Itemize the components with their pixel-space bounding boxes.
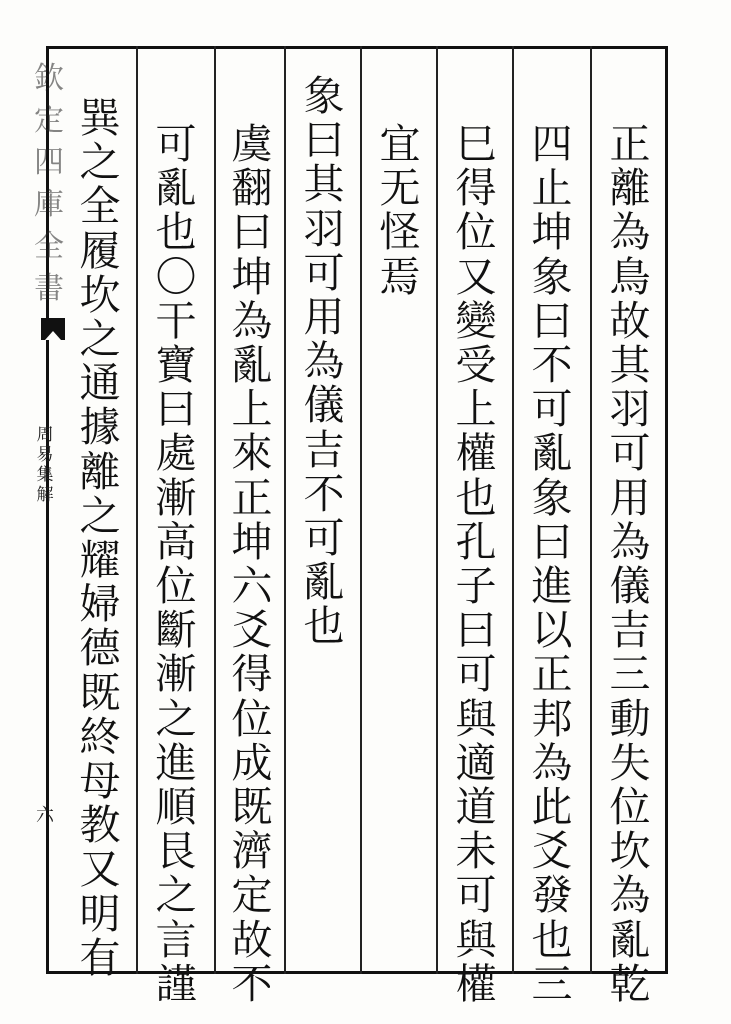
text-char: 受	[455, 341, 497, 390]
text-char: 未	[455, 827, 497, 876]
text-char: 權	[455, 429, 497, 478]
text-char: 六	[231, 562, 273, 611]
text-char: 用	[609, 473, 651, 522]
text-char: 亂	[303, 558, 345, 607]
text-char: 爻	[531, 827, 573, 876]
text-char: 儀	[609, 562, 651, 611]
text-char: 亂	[231, 341, 273, 390]
text-char: 漸	[155, 473, 197, 522]
text-char: 為	[609, 208, 651, 257]
text-char: 德	[79, 624, 121, 673]
text-char: 婦	[79, 580, 121, 629]
text-char: 適	[455, 738, 497, 787]
text-char: 无	[379, 164, 421, 213]
text-char: 發	[531, 871, 573, 920]
text-char: 與	[455, 694, 497, 743]
text-char: 母	[79, 757, 121, 806]
text-char: 羽	[303, 204, 345, 253]
text-char: 據	[79, 403, 121, 452]
text-char: 變	[455, 296, 497, 345]
text-char: 權	[455, 959, 497, 1008]
text-char: 巳	[455, 120, 497, 168]
text-char: 濟	[231, 827, 273, 876]
text-char: 之	[79, 315, 121, 364]
text-char: 處	[155, 429, 197, 478]
text-char: 耀	[79, 536, 121, 585]
text-char: 邦	[531, 694, 573, 743]
text-char: 其	[303, 160, 345, 209]
text-char: 也	[155, 208, 197, 257]
text-char: 不	[303, 469, 345, 518]
text-column-1	[592, 122, 668, 1006]
text-char: 象	[303, 72, 345, 120]
text-char: 坤	[531, 208, 573, 257]
text-char: 之	[79, 491, 121, 540]
text-char: 書	[34, 271, 64, 306]
text-char: 之	[155, 694, 197, 743]
text-char: 四	[34, 145, 64, 180]
text-char: 止	[531, 164, 573, 213]
text-char: 虞	[231, 120, 273, 168]
text-char: 定	[231, 871, 273, 920]
margin-page-number	[34, 806, 56, 826]
text-char: 曰	[455, 606, 497, 655]
text-char: 全	[34, 229, 64, 264]
text-char: 可	[155, 120, 197, 168]
text-char: 可	[455, 871, 497, 920]
text-char: 曰	[155, 385, 197, 434]
text-char: 六	[36, 805, 54, 826]
margin-header-fragment	[34, 58, 64, 310]
text-char: 教	[79, 801, 121, 850]
text-char: 儀	[303, 381, 345, 430]
text-column-6	[214, 122, 290, 1006]
text-char: 怪	[379, 208, 421, 257]
text-char: 翻	[231, 164, 273, 213]
text-char: 動	[609, 694, 651, 743]
text-char: 可	[303, 514, 345, 563]
text-char: 位	[231, 694, 273, 743]
text-char: 周	[36, 425, 54, 445]
text-char: 坎	[609, 827, 651, 876]
text-char: 巽	[79, 94, 121, 142]
text-char: 曰	[531, 517, 573, 566]
text-char: 有	[79, 933, 121, 982]
text-char: 道	[455, 783, 497, 832]
text-char: 故	[609, 296, 651, 345]
text-char: 此	[531, 783, 573, 832]
text-char: 子	[455, 562, 497, 611]
text-char: 鳥	[609, 252, 651, 301]
text-char: 順	[155, 783, 197, 832]
text-char: 以	[531, 606, 573, 655]
text-char: 不	[531, 341, 573, 390]
text-char: 也	[531, 915, 573, 964]
fishtail-mark	[41, 318, 65, 340]
text-char: 解	[36, 485, 54, 505]
text-char: 正	[609, 120, 651, 168]
text-char: 寶	[155, 341, 197, 390]
text-char: 也	[303, 602, 345, 651]
text-char: 吉	[303, 425, 345, 474]
text-char: 焉	[379, 252, 421, 301]
text-char: 終	[79, 712, 121, 761]
text-char: 得	[231, 650, 273, 699]
text-char: 進	[531, 562, 573, 611]
text-column-4	[362, 122, 438, 299]
text-column-3	[438, 122, 514, 1006]
text-char: 之	[155, 871, 197, 920]
text-char: 故	[231, 915, 273, 964]
text-char: 定	[34, 103, 64, 138]
text-char: 其	[609, 341, 651, 390]
text-char: 庫	[34, 187, 64, 222]
text-char: 正	[531, 650, 573, 699]
text-char: 既	[231, 783, 273, 832]
text-char: 曰	[303, 116, 345, 165]
text-char: 亂	[531, 429, 573, 478]
text-column-8	[62, 96, 138, 980]
text-char: 象	[531, 473, 573, 522]
text-char: 為	[609, 871, 651, 920]
text-char: 離	[609, 164, 651, 213]
text-char: 位	[155, 562, 197, 611]
text-char: 象	[531, 252, 573, 301]
text-char: 也	[455, 473, 497, 522]
text-char: 進	[155, 738, 197, 787]
text-char: 謹	[155, 959, 197, 1008]
text-char: 集	[36, 465, 54, 485]
text-char: 全	[79, 182, 121, 231]
text-char: 曰	[231, 208, 273, 257]
text-char: 明	[79, 889, 121, 938]
text-char: 為	[231, 296, 273, 345]
text-char: 正	[231, 473, 273, 522]
text-char: 得	[455, 164, 497, 213]
text-char: 〇	[155, 252, 197, 301]
text-char: 既	[79, 668, 121, 717]
text-char: 上	[231, 385, 273, 434]
text-column-5	[286, 74, 362, 649]
text-char: 宜	[379, 120, 421, 168]
text-char: 位	[455, 208, 497, 257]
text-char: 艮	[155, 827, 197, 876]
text-char: 位	[609, 783, 651, 832]
text-char: 吉	[609, 606, 651, 655]
text-char: 四	[531, 120, 573, 168]
text-char: 易	[36, 445, 54, 465]
text-char: 亂	[609, 915, 651, 964]
text-char: 與	[455, 915, 497, 964]
text-char: 三	[609, 650, 651, 699]
text-char: 曰	[531, 296, 573, 345]
text-char: 可	[609, 429, 651, 478]
text-char: 可	[531, 385, 573, 434]
text-char: 坤	[231, 252, 273, 301]
text-char: 通	[79, 359, 121, 408]
text-char: 不	[231, 959, 273, 1008]
margin-book-title	[34, 425, 56, 505]
text-char: 履	[79, 226, 121, 275]
text-char: 斷	[155, 606, 197, 655]
text-char: 孔	[455, 517, 497, 566]
text-char: 離	[79, 447, 121, 496]
text-char: 上	[455, 385, 497, 434]
text-char: 成	[231, 738, 273, 787]
text-char: 為	[531, 738, 573, 787]
text-char: 又	[79, 845, 121, 894]
text-char: 為	[303, 337, 345, 386]
text-char: 三	[531, 959, 573, 1008]
text-char: 漸	[155, 650, 197, 699]
text-char: 來	[231, 429, 273, 478]
text-char: 坎	[79, 270, 121, 319]
text-char: 羽	[609, 385, 651, 434]
text-char: 之	[79, 138, 121, 187]
text-char: 又	[455, 252, 497, 301]
text-char: 干	[155, 296, 197, 345]
text-char: 乾	[609, 959, 651, 1008]
text-column-2	[514, 122, 590, 1006]
text-char: 亂	[155, 164, 197, 213]
text-char: 欽	[34, 61, 64, 96]
text-char: 可	[455, 650, 497, 699]
text-column-7	[138, 122, 214, 1006]
text-char: 坤	[231, 517, 273, 566]
text-char: 高	[155, 517, 197, 566]
text-char: 可	[303, 248, 345, 297]
text-char: 失	[609, 738, 651, 787]
text-char: 用	[303, 293, 345, 342]
text-char: 爻	[231, 606, 273, 655]
text-char: 為	[609, 517, 651, 566]
text-char: 言	[155, 915, 197, 964]
